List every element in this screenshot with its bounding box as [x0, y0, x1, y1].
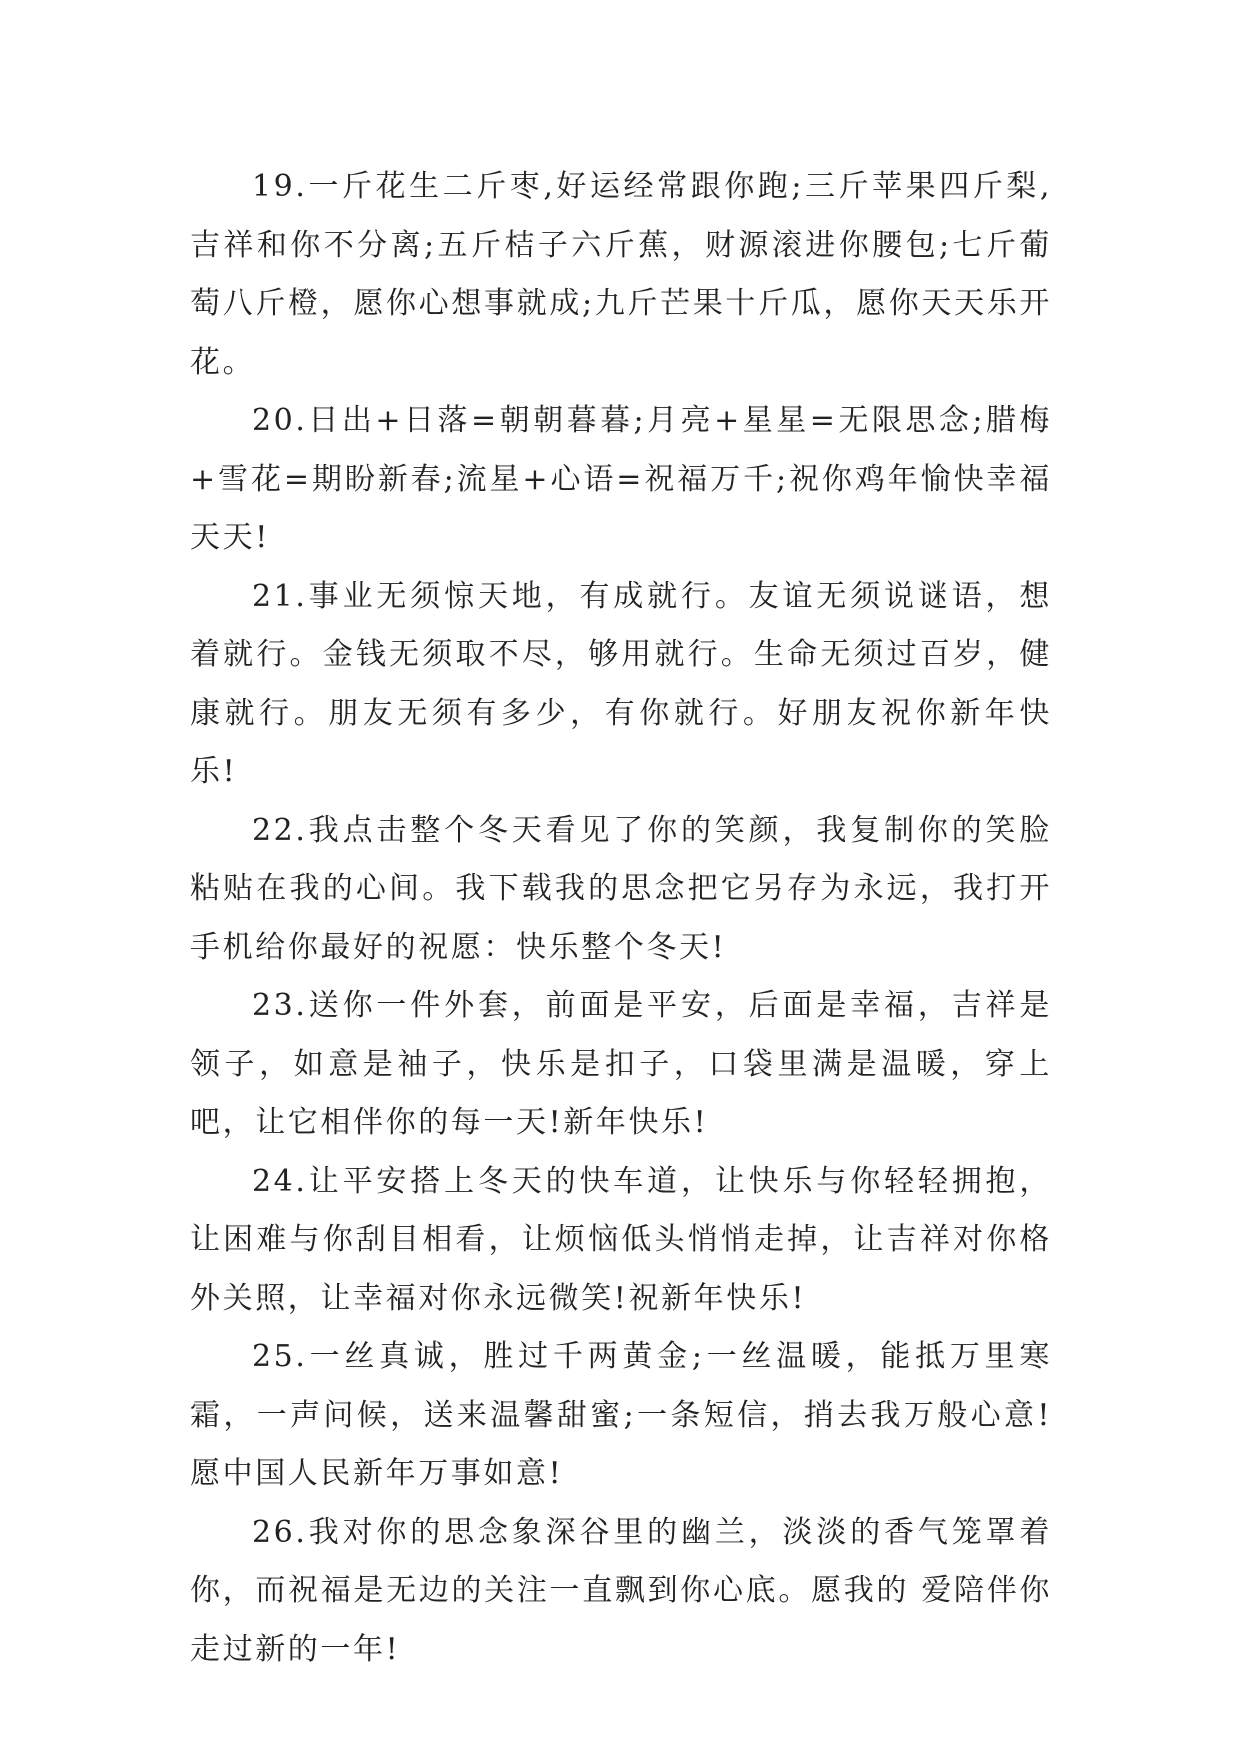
paragraph-22: 22.我点击整个冬天看见了你的笑颜，我复制你的笑脸粘贴在我的心间。我下载我的思念把它另存为永远，我打开手机给你最好的祝愿：快乐整个冬天! — [190, 812, 1052, 965]
paragraph-21: 21.事业无须惊天地，有成就行。友谊无须说谜语，想着就行。金钱无须取不尽，够用就行。生命无须过百岁，健康就行。朋友无须有多少，有你就行。好朋友祝你新年快乐! — [190, 578, 1052, 789]
document-body — [190, 158, 1052, 1679]
paragraph-23: 23.送你一件外套，前面是平安，后面是幸福，吉祥是领子，如意是袖子，快乐是扣子，口袋里满是温暖，穿上吧，让它相伴你的每一天!新年快乐! — [190, 988, 1052, 1140]
paragraph-26: 26.我对你的思念象深谷里的幽兰，淡淡的香气笼罩着你，而祝福是无边的关注一直飘到你心底。愿我的 爱陪伴你走过新的一年! — [190, 1514, 1052, 1667]
paragraph-20: 20.日出+日落=朝朝暮暮;月亮+星星=无限思念;腊梅+雪花=期盼新春;流星+心语=祝福万千;祝你鸡年愉快幸福天天! — [190, 403, 1052, 555]
paragraph-25: 25.一丝真诚，胜过千两黄金;一丝温暖，能抵万里寒霜，一声问候，送来温馨甜蜜;一条短信，捎去我万般心意!愿中国人民新年万事如意! — [190, 1339, 1052, 1491]
paragraph-24: 24.让平安搭上冬天的快车道，让快乐与你轻轻拥抱，让困难与你刮目相看，让烦恼低头悄悄走掉，让吉祥对你格外关照，让幸福对你永远微笑!祝新年快乐! — [190, 1163, 1052, 1316]
paragraph-19: 19.一斤花生二斤枣,好运经常跟你跑;三斤苹果四斤梨,吉祥和你不分离;五斤桔子六斤蕉，财源滚进你腰包;七斤葡萄八斤橙，愿你心想事就成;九斤芒果十斤瓜，愿你天天乐开花。 — [190, 169, 1052, 380]
